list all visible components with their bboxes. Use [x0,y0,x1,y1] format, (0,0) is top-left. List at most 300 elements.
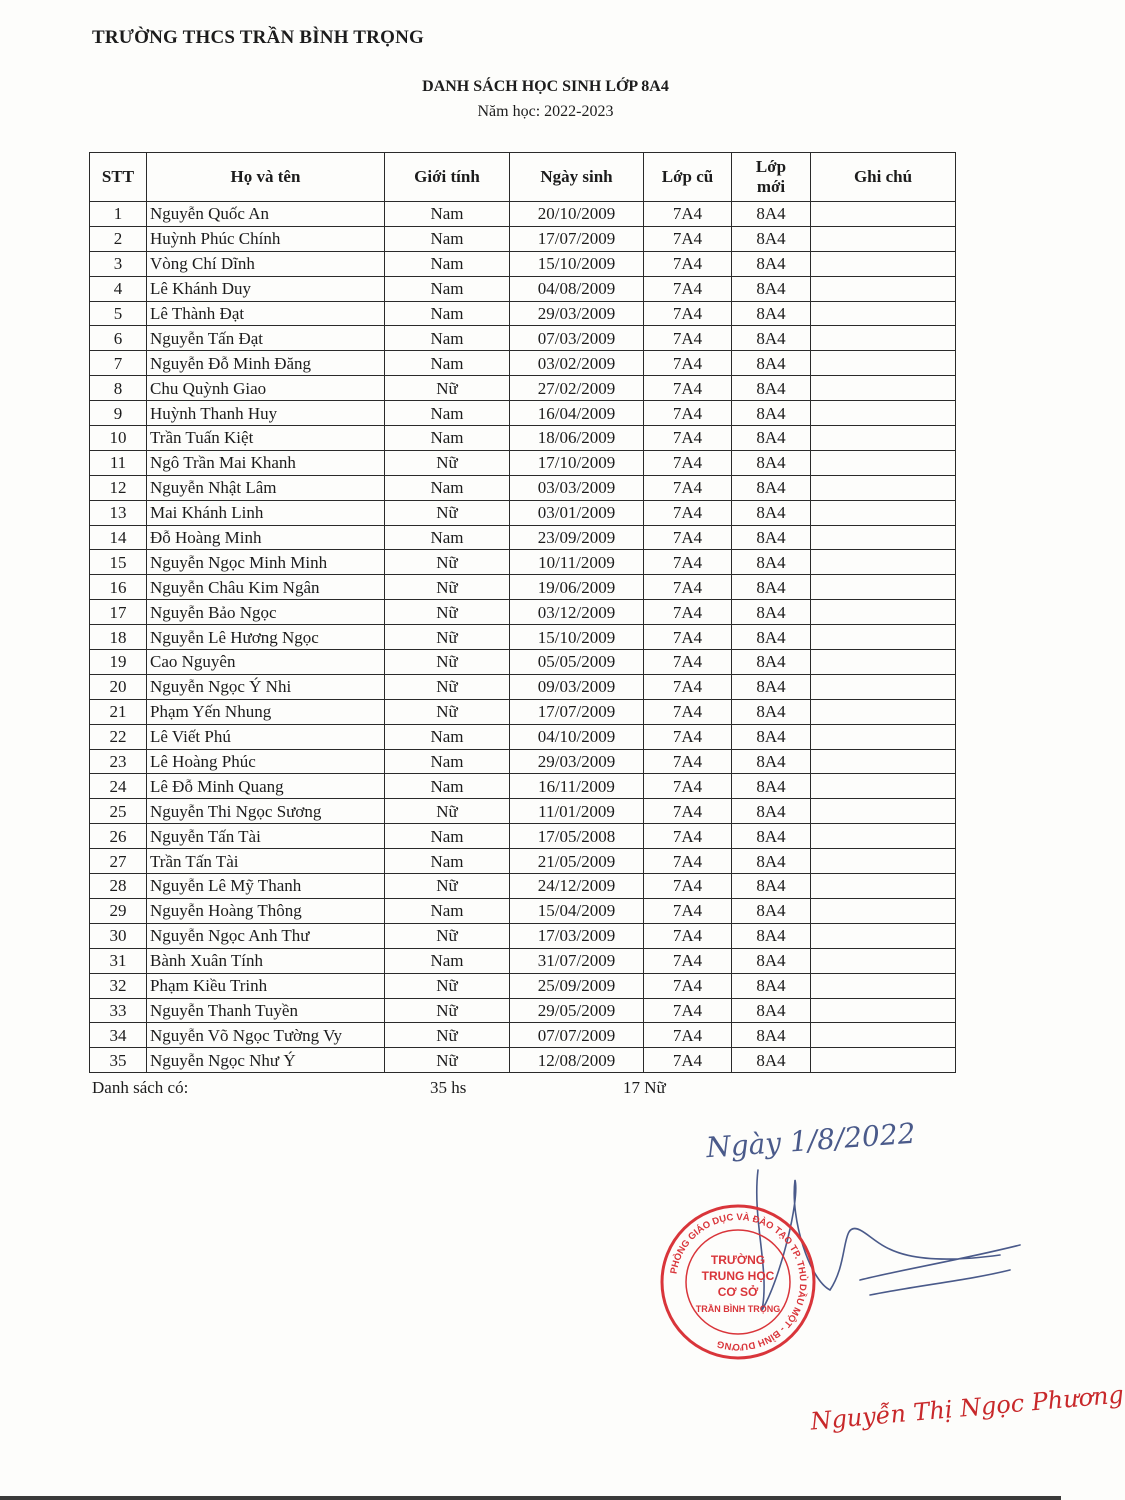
cell-gender: Nam [385,824,510,849]
cell-note [811,998,956,1023]
cell-gender: Nữ [385,575,510,600]
cell-gender: Nam [385,202,510,227]
cell-dob: 29/03/2009 [510,749,644,774]
cell-dob: 07/03/2009 [510,326,644,351]
cell-stt: 5 [90,301,147,326]
cell-stt: 12 [90,475,147,500]
cell-name: Nguyễn Lê Hương Ngọc [147,625,385,650]
cell-stt: 33 [90,998,147,1023]
cell-stt: 14 [90,525,147,550]
cell-old-class: 7A4 [644,500,732,525]
cell-dob: 17/10/2009 [510,450,644,475]
cell-name: Trần Tuấn Kiệt [147,426,385,451]
cell-dob: 09/03/2009 [510,674,644,699]
cell-old-class: 7A4 [644,351,732,376]
cell-dob: 12/08/2009 [510,1048,644,1073]
cell-name: Lê Hoàng Phúc [147,749,385,774]
cell-gender: Nữ [385,973,510,998]
cell-dob: 24/12/2009 [510,874,644,899]
cell-new-class: 8A4 [732,699,811,724]
cell-old-class: 7A4 [644,674,732,699]
cell-name: Nguyễn Võ Ngọc Tường Vy [147,1023,385,1048]
cell-name: Cao Nguyên [147,650,385,675]
cell-name: Nguyễn Đỗ Minh Đăng [147,351,385,376]
cell-new-class: 8A4 [732,1023,811,1048]
cell-old-class: 7A4 [644,550,732,575]
cell-new-class: 8A4 [732,625,811,650]
cell-old-class: 7A4 [644,625,732,650]
cell-dob: 17/05/2008 [510,824,644,849]
cell-new-class: 8A4 [732,824,811,849]
cell-gender: Nam [385,898,510,923]
cell-note [811,202,956,227]
cell-dob: 17/03/2009 [510,923,644,948]
cell-name: Bành Xuân Tính [147,948,385,973]
summary-total: 35 hs [430,1078,467,1097]
table-row [90,849,956,874]
cell-note [811,450,956,475]
handwritten-date: Ngày 1/8/2022 [705,1116,917,1165]
summary-label: Danh sách có: [92,1078,189,1097]
cell-note [811,849,956,874]
cell-gender: Nam [385,301,510,326]
cell-dob: 19/06/2009 [510,575,644,600]
cell-stt: 24 [90,774,147,799]
cell-old-class: 7A4 [644,202,732,227]
cell-note [811,1023,956,1048]
cell-old-class: 7A4 [644,426,732,451]
cell-stt: 30 [90,923,147,948]
cell-dob: 11/01/2009 [510,799,644,824]
cell-gender: Nữ [385,376,510,401]
cell-stt: 27 [90,849,147,874]
cell-new-class: 8A4 [732,973,811,998]
cell-dob: 03/02/2009 [510,351,644,376]
cell-old-class: 7A4 [644,575,732,600]
cell-name: Lê Đỗ Minh Quang [147,774,385,799]
cell-note [811,973,956,998]
cell-stt: 8 [90,376,147,401]
col-header-note: Ghi chú [811,153,956,202]
cell-stt: 7 [90,351,147,376]
cell-name: Nguyễn Tấn Đạt [147,326,385,351]
cell-old-class: 7A4 [644,849,732,874]
cell-gender: Nam [385,948,510,973]
cell-stt: 26 [90,824,147,849]
cell-new-class: 8A4 [732,923,811,948]
cell-name: Nguyễn Tấn Tài [147,824,385,849]
cell-dob: 07/07/2009 [510,1023,644,1048]
cell-dob: 29/03/2009 [510,301,644,326]
cell-dob: 05/05/2009 [510,650,644,675]
cell-note [811,525,956,550]
table-row [90,226,956,251]
cell-new-class: 8A4 [732,401,811,426]
cell-old-class: 7A4 [644,998,732,1023]
cell-gender: Nữ [385,998,510,1023]
cell-dob: 03/12/2009 [510,600,644,625]
table-row [90,948,956,973]
cell-name: Trần Tấn Tài [147,849,385,874]
cell-note [811,799,956,824]
cell-gender: Nữ [385,674,510,699]
cell-note [811,749,956,774]
cell-name: Nguyễn Thi Ngọc Sương [147,799,385,824]
cell-note [811,500,956,525]
cell-note [811,226,956,251]
cell-note [811,575,956,600]
cell-dob: 17/07/2009 [510,226,644,251]
cell-old-class: 7A4 [644,475,732,500]
cell-note [811,774,956,799]
cell-dob: 31/07/2009 [510,948,644,973]
cell-note [811,824,956,849]
cell-new-class: 8A4 [732,550,811,575]
seal-ring-text: PHÒNG GIÁO DỤC VÀ ĐÀO TẠO TP. THỦ DẦU MỘT - BÌNH DƯƠNG [668,1211,809,1353]
table-row [90,500,956,525]
cell-stt: 25 [90,799,147,824]
cell-old-class: 7A4 [644,1048,732,1073]
table-row [90,998,956,1023]
cell-name: Nguyễn Quốc An [147,202,385,227]
cell-name: Nguyễn Châu Kim Ngân [147,575,385,600]
table-row [90,674,956,699]
cell-gender: Nữ [385,650,510,675]
cell-note [811,625,956,650]
table-row [90,874,956,899]
cell-name: Nguyễn Ngọc Như Ý [147,1048,385,1073]
cell-gender: Nữ [385,625,510,650]
cell-old-class: 7A4 [644,774,732,799]
cell-stt: 6 [90,326,147,351]
cell-stt: 18 [90,625,147,650]
cell-name: Nguyễn Ngọc Anh Thư [147,923,385,948]
cell-new-class: 8A4 [732,849,811,874]
cell-stt: 13 [90,500,147,525]
table-row [90,824,956,849]
cell-note [811,948,956,973]
cell-old-class: 7A4 [644,401,732,426]
cell-note [811,674,956,699]
cell-old-class: 7A4 [644,650,732,675]
student-table [89,152,956,1073]
cell-dob: 03/03/2009 [510,475,644,500]
table-row [90,699,956,724]
table-row [90,251,956,276]
cell-gender: Nữ [385,799,510,824]
cell-old-class: 7A4 [644,898,732,923]
cell-new-class: 8A4 [732,799,811,824]
cell-old-class: 7A4 [644,724,732,749]
cell-dob: 18/06/2009 [510,426,644,451]
col-header-new-class-line1: Lớp [755,157,787,176]
cell-stt: 4 [90,276,147,301]
cell-note [811,426,956,451]
signature-area [640,1110,1125,1440]
cell-new-class: 8A4 [732,525,811,550]
col-header-new-class [732,153,811,202]
document-title: DANH SÁCH HỌC SINH LỚP 8A4 [422,78,669,95]
cell-gender: Nữ [385,923,510,948]
cell-old-class: 7A4 [644,1023,732,1048]
cell-note [811,351,956,376]
cell-dob: 23/09/2009 [510,525,644,550]
cell-old-class: 7A4 [644,600,732,625]
cell-dob: 10/11/2009 [510,550,644,575]
cell-new-class: 8A4 [732,450,811,475]
cell-stt: 9 [90,401,147,426]
table-row [90,351,956,376]
cell-name: Nguyễn Nhật Lâm [147,475,385,500]
cell-stt: 23 [90,749,147,774]
cell-name: Nguyễn Thanh Tuyền [147,998,385,1023]
seal-line-2: TRUNG HỌC [701,1269,775,1283]
cell-stt: 3 [90,251,147,276]
cell-note [811,326,956,351]
cell-name: Nguyễn Bảo Ngọc [147,600,385,625]
col-header-gender: Giới tính [385,153,510,202]
cell-name: Phạm Kiều Trinh [147,973,385,998]
table-row [90,923,956,948]
cell-gender: Nam [385,251,510,276]
cell-note [811,898,956,923]
page-bottom-edge [0,1496,1061,1500]
cell-dob: 15/10/2009 [510,251,644,276]
cell-stt: 1 [90,202,147,227]
cell-old-class: 7A4 [644,824,732,849]
cell-old-class: 7A4 [644,699,732,724]
cell-new-class: 8A4 [732,898,811,923]
table-row [90,475,956,500]
school-name: TRƯỜNG THCS TRẦN BÌNH TRỌNG [92,27,424,48]
cell-gender: Nam [385,774,510,799]
signer-name: Nguyễn Thị Ngọc Phương [809,1380,1125,1436]
cell-stt: 15 [90,550,147,575]
cell-dob: 03/01/2009 [510,500,644,525]
col-header-name: Họ và tên [147,153,385,202]
table-row [90,799,956,824]
cell-note [811,475,956,500]
table-row [90,326,956,351]
cell-old-class: 7A4 [644,301,732,326]
table-header-row [90,153,956,202]
cell-dob: 04/08/2009 [510,276,644,301]
cell-new-class: 8A4 [732,749,811,774]
seal-line-3: CƠ SỞ [717,1285,759,1299]
cell-note [811,600,956,625]
cell-new-class: 8A4 [732,948,811,973]
cell-old-class: 7A4 [644,973,732,998]
table-row [90,276,956,301]
cell-new-class: 8A4 [732,500,811,525]
cell-gender: Nữ [385,500,510,525]
table-row [90,376,956,401]
cell-gender: Nam [385,475,510,500]
cell-gender: Nữ [385,1048,510,1073]
cell-stt: 22 [90,724,147,749]
school-year: Năm học: 2022-2023 [477,103,614,120]
cell-new-class: 8A4 [732,376,811,401]
cell-name: Huỳnh Phúc Chính [147,226,385,251]
cell-note [811,376,956,401]
cell-gender: Nam [385,226,510,251]
cell-stt: 11 [90,450,147,475]
cell-dob: 21/05/2009 [510,849,644,874]
table-row [90,1048,956,1073]
cell-note [811,650,956,675]
cell-name: Lê Khánh Duy [147,276,385,301]
cell-dob: 16/11/2009 [510,774,644,799]
cell-name: Huỳnh Thanh Huy [147,401,385,426]
cell-gender: Nữ [385,550,510,575]
cell-stt: 29 [90,898,147,923]
col-header-old-class: Lớp cũ [644,153,732,202]
cell-stt: 19 [90,650,147,675]
cell-old-class: 7A4 [644,276,732,301]
table-row [90,426,956,451]
seal-line-4: TRẦN BÌNH TRỌNG [695,1304,781,1314]
cell-name: Nguyễn Ngọc Minh Minh [147,550,385,575]
cell-stt: 35 [90,1048,147,1073]
table-row [90,550,956,575]
cell-dob: 20/10/2009 [510,202,644,227]
cell-note [811,550,956,575]
cell-new-class: 8A4 [732,351,811,376]
cell-dob: 15/04/2009 [510,898,644,923]
cell-name: Chu Quỳnh Giao [147,376,385,401]
table-row [90,301,956,326]
cell-new-class: 8A4 [732,674,811,699]
cell-old-class: 7A4 [644,326,732,351]
cell-gender: Nam [385,401,510,426]
cell-gender: Nữ [385,1023,510,1048]
cell-gender: Nữ [385,874,510,899]
cell-note [811,724,956,749]
cell-new-class: 8A4 [732,426,811,451]
cell-name: Ngô Trần Mai Khanh [147,450,385,475]
cell-name: Lê Thành Đạt [147,301,385,326]
table-row [90,724,956,749]
cell-stt: 20 [90,674,147,699]
cell-old-class: 7A4 [644,948,732,973]
cell-note [811,1048,956,1073]
cell-dob: 17/07/2009 [510,699,644,724]
cell-new-class: 8A4 [732,874,811,899]
cell-stt: 32 [90,973,147,998]
cell-new-class: 8A4 [732,475,811,500]
cell-gender: Nam [385,351,510,376]
cell-new-class: 8A4 [732,600,811,625]
table-row [90,749,956,774]
cell-note [811,301,956,326]
table-row [90,898,956,923]
table-row [90,401,956,426]
cell-gender: Nữ [385,600,510,625]
cell-new-class: 8A4 [732,650,811,675]
col-header-new-class-line2: mới [756,177,786,196]
table-row [90,650,956,675]
cell-name: Nguyễn Lê Mỹ Thanh [147,874,385,899]
cell-name: Lê Viết Phú [147,724,385,749]
table-row [90,973,956,998]
cell-stt: 28 [90,874,147,899]
cell-dob: 27/02/2009 [510,376,644,401]
cell-stt: 17 [90,600,147,625]
cell-old-class: 7A4 [644,749,732,774]
cell-gender: Nam [385,326,510,351]
cell-new-class: 8A4 [732,226,811,251]
cell-old-class: 7A4 [644,874,732,899]
cell-dob: 16/04/2009 [510,401,644,426]
cell-old-class: 7A4 [644,251,732,276]
table-row [90,625,956,650]
cell-dob: 29/05/2009 [510,998,644,1023]
school-seal [658,1202,818,1362]
col-header-stt: STT [90,153,147,202]
cell-name: Đỗ Hoàng Minh [147,525,385,550]
cell-stt: 10 [90,426,147,451]
table-body [90,202,956,1073]
cell-note [811,251,956,276]
cell-new-class: 8A4 [732,251,811,276]
table-row [90,525,956,550]
cell-stt: 34 [90,1023,147,1048]
cell-old-class: 7A4 [644,376,732,401]
cell-new-class: 8A4 [732,575,811,600]
cell-old-class: 7A4 [644,923,732,948]
cell-name: Nguyễn Ngọc Ý Nhi [147,674,385,699]
cell-gender: Nam [385,525,510,550]
cell-new-class: 8A4 [732,202,811,227]
table-row [90,450,956,475]
cell-new-class: 8A4 [732,276,811,301]
cell-name: Nguyễn Hoàng Thông [147,898,385,923]
cell-note [811,699,956,724]
cell-old-class: 7A4 [644,799,732,824]
cell-new-class: 8A4 [732,774,811,799]
seal-line-1: TRƯỜNG [710,1253,766,1267]
cell-gender: Nam [385,426,510,451]
cell-stt: 16 [90,575,147,600]
cell-note [811,923,956,948]
table-row [90,1023,956,1048]
table-row [90,575,956,600]
cell-note [811,874,956,899]
cell-dob: 25/09/2009 [510,973,644,998]
cell-gender: Nam [385,749,510,774]
cell-note [811,401,956,426]
cell-old-class: 7A4 [644,226,732,251]
cell-gender: Nam [385,849,510,874]
cell-gender: Nam [385,276,510,301]
cell-gender: Nữ [385,699,510,724]
cell-gender: Nam [385,724,510,749]
table-row [90,202,956,227]
table-row [90,600,956,625]
table-row [90,774,956,799]
cell-dob: 04/10/2009 [510,724,644,749]
col-header-dob: Ngày sinh [510,153,644,202]
cell-stt: 21 [90,699,147,724]
summary-female: 17 Nữ [623,1078,666,1097]
cell-stt: 31 [90,948,147,973]
cell-new-class: 8A4 [732,1048,811,1073]
cell-name: Mai Khánh Linh [147,500,385,525]
cell-old-class: 7A4 [644,525,732,550]
cell-new-class: 8A4 [732,301,811,326]
cell-name: Vòng Chí Dĩnh [147,251,385,276]
cell-name: Phạm Yến Nhung [147,699,385,724]
